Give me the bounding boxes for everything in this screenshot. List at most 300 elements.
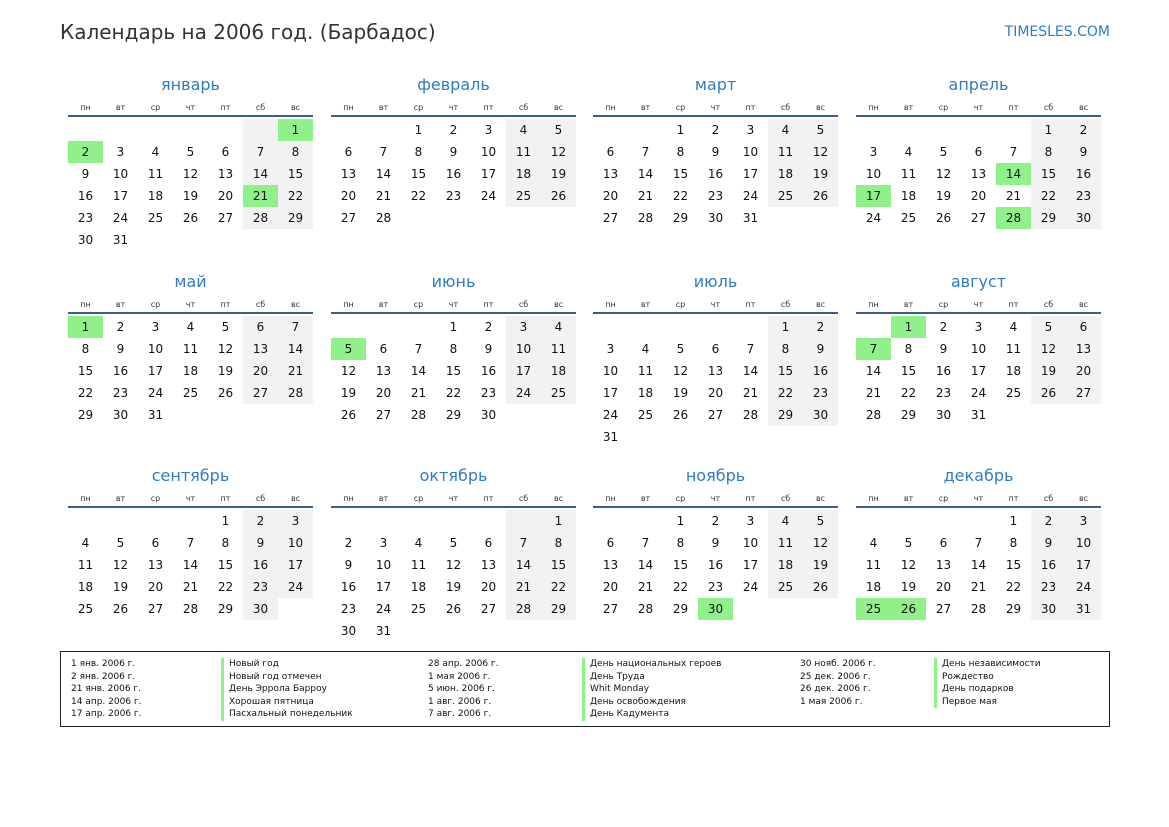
weekday-label: пт [745,494,756,503]
holiday-name: День национальных героев [590,659,722,669]
day-cell: 24 [970,386,987,400]
day-cell: 15 [77,364,94,378]
day-cell: 26 [217,386,234,400]
weekday-label: чт [973,494,984,503]
day-cell: 12 [217,342,234,356]
day-cell: 28 [865,408,882,422]
holiday-name: День Кадумента [590,709,670,719]
weekday-label: ср [150,103,161,112]
day-cell: 8 [278,141,313,163]
day-cell: 29 [672,211,689,225]
month-name: апрель [948,75,1009,94]
day-cell-holiday: 1 [278,119,313,141]
holiday-date: 2 янв. 2006 г. [71,671,136,682]
weekday-label: ср [938,494,949,503]
weekday-label: ср [675,494,686,503]
day-cell: 23 [112,386,129,400]
weekday-label: чт [973,103,984,112]
weekday-label: вт [640,300,651,309]
day-empty [103,510,138,532]
day-cell: 25 [77,602,94,616]
day-cell-holiday: 2 [68,141,103,163]
day-cell: 8 [414,145,423,159]
day-cell: 26 [803,185,838,207]
weekday-label: вт [640,103,651,112]
day-empty [961,510,996,532]
day-cell: 1 [676,514,685,528]
day-cell: 10 [506,338,541,360]
holiday-date: 28 апр. 2006 г. [428,659,499,669]
day-cell: 11 [410,558,427,572]
weekday-label: чт [448,300,459,309]
holiday-date: 21 янв. 2006 г. [71,684,141,694]
day-cell: 9 [803,338,838,360]
day-empty [593,119,628,141]
day-cell: 20 [707,386,724,400]
day-cell: 28 [506,598,541,620]
month-name: февраль [417,75,490,94]
day-cell: 23 [803,382,838,404]
day-cell: 6 [243,316,278,338]
day-cell: 16 [707,558,724,572]
day-empty [68,119,103,141]
day-cell: 25 [506,185,541,207]
weekday-label: пн [868,300,879,309]
day-cell: 2 [243,510,278,532]
day-cell: 24 [112,211,129,225]
day-cell: 3 [116,145,125,159]
holiday-legend [60,651,1110,727]
day-cell: 18 [768,163,803,185]
day-cell: 15 [672,167,689,181]
day-cell: 23 [340,602,357,616]
day-cell: 26 [182,211,199,225]
day-cell: 30 [1031,598,1066,620]
day-cell: 6 [974,145,983,159]
day-cell: 22 [410,189,427,203]
month-10 [331,465,576,642]
day-cell: 16 [340,580,357,594]
weekday-header [593,102,838,117]
holiday-dates-column [71,658,142,721]
weekday-label: ср [413,300,424,309]
day-cell: 28 [742,408,759,422]
day-cell: 3 [746,514,755,528]
day-empty [593,510,628,532]
day-cell: 31 [375,624,392,638]
day-cell: 25 [637,408,654,422]
weekday-label: пн [605,494,616,503]
day-cell: 17 [480,167,497,181]
day-cell: 15 [1005,558,1022,572]
day-cell: 19 [672,386,689,400]
holiday-date: 14 апр. 2006 г. [71,696,142,707]
day-cell: 17 [1066,554,1101,576]
month-name: март [694,75,737,94]
weekday-label: пн [868,494,879,503]
day-cell: 11 [637,364,654,378]
day-cell: 15 [900,364,917,378]
day-empty [436,510,471,532]
day-cell: 25 [768,576,803,598]
day-empty [331,510,366,532]
day-cell: 13 [243,338,278,360]
day-cell: 1 [221,514,230,528]
site-link[interactable]: TIMESLES.COM [1004,24,1110,40]
day-cell: 25 [410,602,427,616]
day-cell: 30 [243,598,278,620]
day-cell: 6 [484,536,493,550]
weekday-label: пт [220,300,231,309]
day-cell: 28 [970,602,987,616]
weekday-label: чт [448,494,459,503]
day-empty [856,316,891,338]
day-cell: 10 [1066,532,1101,554]
day-empty [366,510,401,532]
holiday-date: 1 мая 2006 г. [800,696,863,707]
day-cell: 16 [480,364,497,378]
day-cell: 14 [637,558,654,572]
day-cell: 13 [480,558,497,572]
day-cell: 5 [221,320,230,334]
day-cell: 14 [970,558,987,572]
day-cell: 10 [970,342,987,356]
day-cell: 22 [900,386,917,400]
day-cell: 19 [340,386,357,400]
holiday-dates-column [428,658,499,721]
weekday-label: ср [938,300,949,309]
weekday-label: вс [290,300,301,309]
holiday-date: 1 янв. 2006 г. [71,659,136,669]
day-cell: 22 [77,386,94,400]
month-name: январь [161,75,220,94]
day-cell: 16 [935,364,952,378]
day-cell: 16 [243,554,278,576]
day-cell: 8 [449,342,458,356]
weekday-label: сб [518,494,529,503]
day-empty [856,510,891,532]
weekday-label: вт [115,300,126,309]
weekday-label: вт [903,300,914,309]
days-grid [68,316,313,426]
day-cell: 4 [869,536,878,550]
day-cell: 21 [970,580,987,594]
day-cell: 29 [278,207,313,229]
month-4 [856,74,1101,229]
weekday-label: ср [675,300,686,309]
weekday-label: ср [413,494,424,503]
day-cell: 21 [865,386,882,400]
day-cell: 21 [182,580,199,594]
day-cell: 12 [182,167,199,181]
weekday-label: сб [1043,103,1054,112]
day-empty [366,119,401,141]
day-cell: 23 [243,576,278,598]
day-cell: 20 [935,580,952,594]
day-empty [331,316,366,338]
day-cell: 20 [970,189,987,203]
day-cell: 4 [81,536,90,550]
day-empty [173,119,208,141]
month-name: ноябрь [685,466,746,485]
weekday-label: вс [553,300,564,309]
weekday-header [68,102,313,117]
day-cell: 24 [506,382,541,404]
holiday-date: 26 дек. 2006 г. [800,684,871,694]
weekday-label: сб [255,300,266,309]
day-empty [138,510,173,532]
day-cell: 3 [506,316,541,338]
day-cell: 1 [676,123,685,137]
day-cell: 21 [506,576,541,598]
holiday-date: 7 авг. 2006 г. [428,709,492,719]
day-cell: 14 [742,364,759,378]
day-cell: 18 [865,580,882,594]
day-cell: 27 [602,211,619,225]
day-cell: 19 [445,580,462,594]
weekday-label: вт [115,103,126,112]
holiday-date: 17 апр. 2006 г. [71,709,142,719]
day-cell: 15 [1031,163,1066,185]
weekday-label: пт [483,103,494,112]
month-name: август [950,272,1007,291]
day-cell: 2 [116,320,125,334]
days-grid [593,510,838,620]
day-empty [628,510,663,532]
day-cell: 21 [278,360,313,382]
day-cell: 28 [243,207,278,229]
day-cell: 19 [217,364,234,378]
day-cell: 24 [742,580,759,594]
day-cell: 12 [672,364,689,378]
day-cell: 19 [900,580,917,594]
day-cell: 9 [243,532,278,554]
day-cell: 6 [151,536,160,550]
day-cell: 14 [506,554,541,576]
days-grid [856,510,1101,620]
day-cell: 7 [641,536,650,550]
day-cell: 8 [904,342,913,356]
day-cell: 11 [506,141,541,163]
weekday-label: вс [815,494,826,503]
day-cell: 29 [541,598,576,620]
day-empty [103,119,138,141]
weekday-label: вт [378,494,389,503]
month-9 [68,465,313,620]
day-cell: 24 [1066,576,1101,598]
day-cell: 13 [970,167,987,181]
day-cell: 1 [414,123,423,137]
holiday-date: 5 июн. 2006 г. [428,684,495,694]
weekday-label: пт [745,103,756,112]
day-cell: 9 [1031,532,1066,554]
day-cell: 23 [480,386,497,400]
day-cell-holiday: 26 [891,598,926,620]
day-cell: 22 [278,185,313,207]
day-cell: 24 [147,386,164,400]
day-cell: 23 [707,189,724,203]
day-cell: 12 [1031,338,1066,360]
weekday-label: пт [1008,494,1019,503]
day-cell: 18 [1005,364,1022,378]
day-cell: 16 [803,360,838,382]
weekday-header [593,299,838,314]
day-cell: 16 [1066,163,1101,185]
day-cell: 8 [221,536,230,550]
day-cell: 7 [186,536,195,550]
day-cell: 17 [742,558,759,572]
day-cell: 26 [672,408,689,422]
day-cell: 13 [340,167,357,181]
day-empty [401,510,436,532]
day-cell: 5 [676,342,685,356]
day-cell: 2 [344,536,353,550]
day-cell: 1 [1009,514,1018,528]
day-cell: 10 [112,167,129,181]
day-cell: 12 [803,532,838,554]
day-cell: 20 [1066,360,1101,382]
day-cell: 17 [375,580,392,594]
day-cell: 22 [672,189,689,203]
day-empty [698,316,733,338]
day-cell: 2 [1031,510,1066,532]
holiday-date: 1 авг. 2006 г. [428,696,492,707]
page-title: Календарь на 2006 год. (Барбадос) [60,20,436,44]
weekday-label: вс [1078,103,1089,112]
weekday-header [68,299,313,314]
day-cell: 23 [1031,576,1066,598]
day-cell: 9 [1066,141,1101,163]
day-cell: 24 [742,189,759,203]
day-cell: 10 [278,532,313,554]
day-cell: 29 [1005,602,1022,616]
day-empty [366,316,401,338]
day-cell: 20 [602,189,619,203]
day-cell: 9 [711,536,720,550]
holiday-name: Новый год [229,659,279,669]
holiday-names-column [934,658,1041,708]
weekday-label: чт [185,300,196,309]
day-cell: 29 [77,408,94,422]
day-cell: 18 [637,386,654,400]
day-cell: 28 [637,602,654,616]
day-cell: 19 [803,163,838,185]
day-cell: 7 [278,316,313,338]
day-cell: 13 [602,167,619,181]
day-cell: 1 [449,320,458,334]
day-cell: 27 [217,211,234,225]
day-cell: 18 [410,580,427,594]
holiday-name: Рождество [942,671,994,682]
day-cell: 8 [1031,141,1066,163]
day-cell: 14 [278,338,313,360]
day-cell: 13 [707,364,724,378]
day-cell: 7 [1009,145,1018,159]
day-cell: 15 [445,364,462,378]
month-2 [331,74,576,229]
day-cell: 5 [803,119,838,141]
day-empty [208,119,243,141]
day-cell: 24 [480,189,497,203]
day-cell: 25 [541,382,576,404]
weekday-label: чт [185,494,196,503]
weekday-label: пн [868,103,879,112]
day-cell: 28 [410,408,427,422]
weekday-label: пт [745,300,756,309]
day-cell: 10 [375,558,392,572]
weekday-header [331,493,576,508]
day-cell: 6 [711,342,720,356]
day-cell: 13 [935,558,952,572]
day-cell: 19 [803,554,838,576]
day-cell-holiday: 14 [996,163,1031,185]
day-cell: 22 [541,576,576,598]
day-cell: 5 [449,536,458,550]
day-cell: 27 [375,408,392,422]
month-5 [68,271,313,426]
day-cell: 5 [541,119,576,141]
day-cell: 4 [641,342,650,356]
month-6 [331,271,576,426]
day-cell: 29 [672,602,689,616]
weekday-label: вт [378,300,389,309]
day-cell: 2 [1066,119,1101,141]
month-12 [856,465,1101,620]
day-cell: 2 [711,123,720,137]
day-cell: 27 [243,382,278,404]
day-cell: 27 [602,602,619,616]
day-cell: 30 [935,408,952,422]
day-empty [138,119,173,141]
weekday-label: чт [448,103,459,112]
day-cell: 6 [221,145,230,159]
day-cell: 6 [1066,316,1101,338]
month-3 [593,74,838,229]
day-cell: 20 [340,189,357,203]
day-cell: 6 [344,145,353,159]
weekday-label: пт [483,300,494,309]
month-1 [68,74,313,251]
day-cell: 25 [900,211,917,225]
day-cell: 20 [375,386,392,400]
weekday-label: ср [150,494,161,503]
days-grid [593,119,838,229]
day-cell: 26 [803,576,838,598]
day-cell: 9 [449,145,458,159]
weekday-label: вс [553,103,564,112]
day-cell: 20 [217,189,234,203]
day-cell: 8 [1009,536,1018,550]
day-cell: 5 [116,536,125,550]
day-cell-holiday: 21 [243,185,278,207]
day-cell: 4 [541,316,576,338]
day-cell-holiday: 28 [996,207,1031,229]
day-cell: 16 [445,167,462,181]
day-cell: 20 [147,580,164,594]
day-cell: 13 [375,364,392,378]
day-cell: 14 [865,364,882,378]
day-cell: 13 [602,558,619,572]
day-cell: 25 [1005,386,1022,400]
day-cell: 9 [344,558,353,572]
day-cell: 11 [865,558,882,572]
day-cell: 20 [243,360,278,382]
day-cell: 27 [1066,382,1101,404]
day-cell: 7 [506,532,541,554]
weekday-label: чт [973,300,984,309]
day-cell: 6 [379,342,388,356]
day-cell: 11 [768,141,803,163]
